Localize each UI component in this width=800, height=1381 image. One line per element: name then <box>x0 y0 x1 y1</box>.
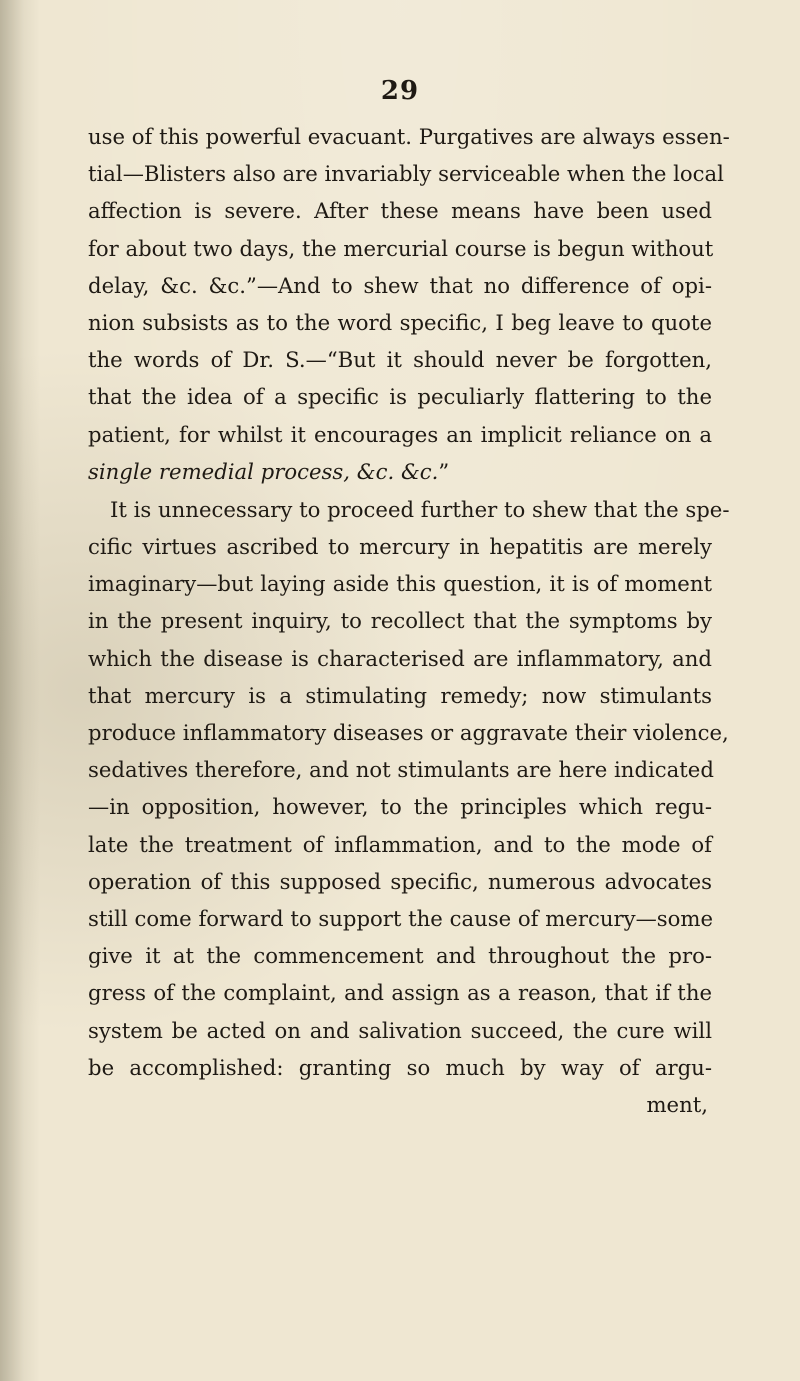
text-line: that the idea of a specific is peculiarly flattering to the <box>88 384 712 410</box>
italic-phrase: single remedial process, &c. &c. <box>88 458 439 484</box>
paragraph-2 <box>88 491 730 1123</box>
text-line: be accomplished: granting so much by way of argu- <box>88 1054 712 1080</box>
text-line: patient, for whilst it encourages an implicit reliance on a <box>88 421 712 447</box>
text-line: give it at the commencement and throughout the pro- <box>88 943 712 969</box>
text-line: imaginary—but laying aside this question, it is of moment <box>88 571 712 597</box>
text-line: gress of the complaint, and assign as a reason, that if the <box>88 980 712 1006</box>
closing-quote: ” <box>438 458 450 484</box>
text-line: tial—Blisters also are invariably serviceable when the local <box>88 161 724 187</box>
text-line: nion subsists as to the word specific, I beg leave to quote <box>88 309 712 335</box>
text-line: late the treatment of inflammation, and to the mode of <box>88 831 712 857</box>
text-line: still come forward to support the cause of mercury—some <box>88 905 714 931</box>
text-line: that mercury is a stimulating remedy; now stimulants <box>88 682 712 708</box>
paragraph-1 <box>88 118 730 490</box>
text-line: system be acted on and salivation succeed, the cure will <box>88 1017 712 1043</box>
body-text <box>88 118 730 1123</box>
text-line-last <box>88 453 712 490</box>
text-line: affection is severe. After these means have been used <box>88 198 712 224</box>
text-line: which the disease is characterised are inflammatory, and <box>88 645 712 671</box>
binding-gutter-shadow <box>0 0 40 1381</box>
text-line: cific virtues ascribed to mercury in hepatitis are merely <box>88 534 712 560</box>
text-line-first <box>88 491 730 528</box>
text-line: produce inflammatory diseases or aggravate their violence, <box>88 720 729 745</box>
text-line: sedatives therefore, and not stimulants are here indicated <box>88 757 714 783</box>
text-line: in the present inquiry, to recollect that the symptoms by <box>88 608 712 634</box>
text-line: delay, &c. &c.”—And to shew that no difference of opi- <box>88 272 712 298</box>
text-line: for about two days, the mercurial course is begun without <box>88 235 714 261</box>
text-line-content: It is unnecessary to proceed further to shew that the spe- <box>110 496 730 522</box>
page-number: 29 <box>380 76 420 106</box>
text-line: operation of this supposed specific, numerous advocates <box>88 868 712 894</box>
text-line: the words of Dr. S.—“But it should never be forgotten, <box>88 347 712 373</box>
text-line: —in opposition, however, to the principles which regu- <box>88 794 712 820</box>
text-line: use of this powerful evacuant. Purgatives are always essen- <box>88 124 730 149</box>
catchword: ment, <box>646 1091 708 1117</box>
